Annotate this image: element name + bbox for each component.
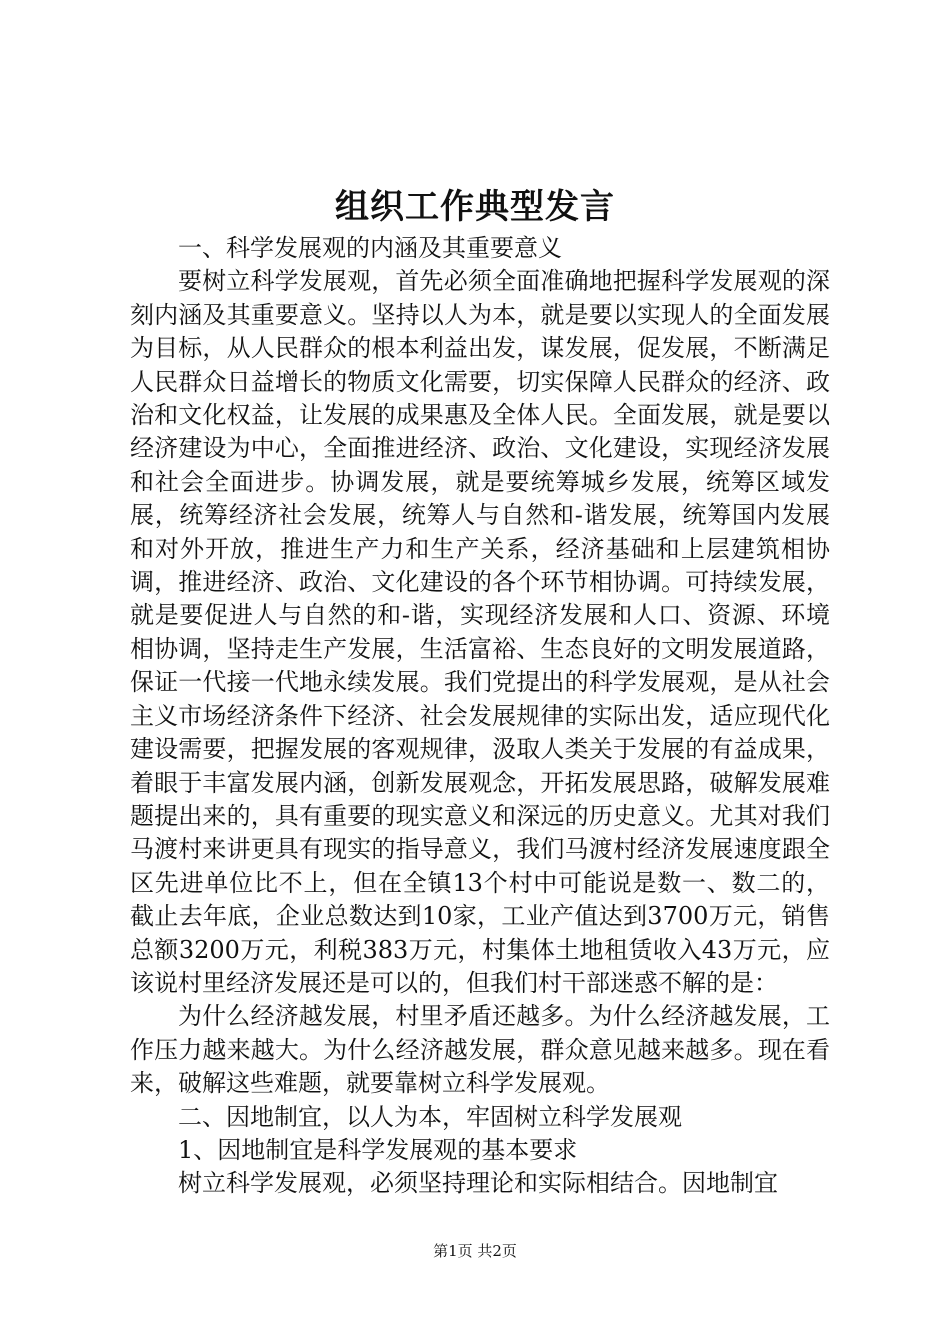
body-paragraph-3: 树立科学发展观，必须坚持理论和实际相结合。因地制宜	[178, 1169, 778, 1198]
document-title: 组织工作典型发言	[335, 187, 615, 227]
section-heading-2: 二、因地制宜，以人为本，牢固树立科学发展观	[178, 1102, 682, 1131]
document-body	[130, 232, 830, 1201]
subsection-heading-1: 1、因地制宜是科学发展观的基本要求	[178, 1135, 578, 1164]
page-footer: 第1页 共2页	[433, 1242, 517, 1260]
body-paragraph-1: 要树立科学发展观，首先必须全面准确地把握科学发展观的深刻内涵及其重要意义。坚持以人为本，就是要以实现人的全面发展为目标，从人民群众的根本利益出发，谋发展，促发展，不断满足人民群众日益增长的物质文化需要，切实保障人民群众的经济、政治和文化权益，让发展的成果惠及全体人民。全面发展，就是要以经济建设为中心，全面推进经济、政治、文化建设，实现经济发展和社会全面进步。协调发展，就是要统筹城乡发展，统筹区域发展，统筹经济社会发展，统筹人与自然和-谐发展，统筹国内发展和对外开放，推进生产力和生产关系，经济基础和上层建筑相协调，推进经济、政治、文化建设的各个环节相协调。可持续发展，就是要促进人与自然的和-谐，实现经济发展和人口、资源、环境相协调，坚持走生产发展，生活富裕、生态良好的文明发展道路，保证一代接一代地永续发展。我们党提出的科学发展观，是从社会主义市场经济条件下经济、社会发展规律的实际出发，适应现代化建设需要，把握发展的客观规律，汲取人类关于发展的有益成果，着眼于丰富发展内涵，创新发展观念，开拓发展思路，破解发展难题提出来的，具有重要的现实意义和深远的历史意义。尤其对我们马渡村来讲更具有现实的指导意义，我们马渡村经济发展速度跟全区先进单位比不上，但在全镇13个村中可能说是数一、数二的，截止去年底，企业总数达到10家，工业产值达到3700万元，销售总额3200万元，利税383万元，村集体土地租赁收入43万元，应该说村里经济发展还是可以的，但我们村干部迷惑不解的是：	[130, 267, 830, 997]
body-paragraph-2: 为什么经济越发展，村里矛盾还越多。为什么经济越发展，工作压力越来越大。为什么经济越发展，群众意见越来越多。现在看来，破解这些难题，就要靠树立科学发展观。	[130, 1002, 830, 1098]
section-heading-1: 一、科学发展观的内涵及其重要意义	[178, 234, 562, 262]
